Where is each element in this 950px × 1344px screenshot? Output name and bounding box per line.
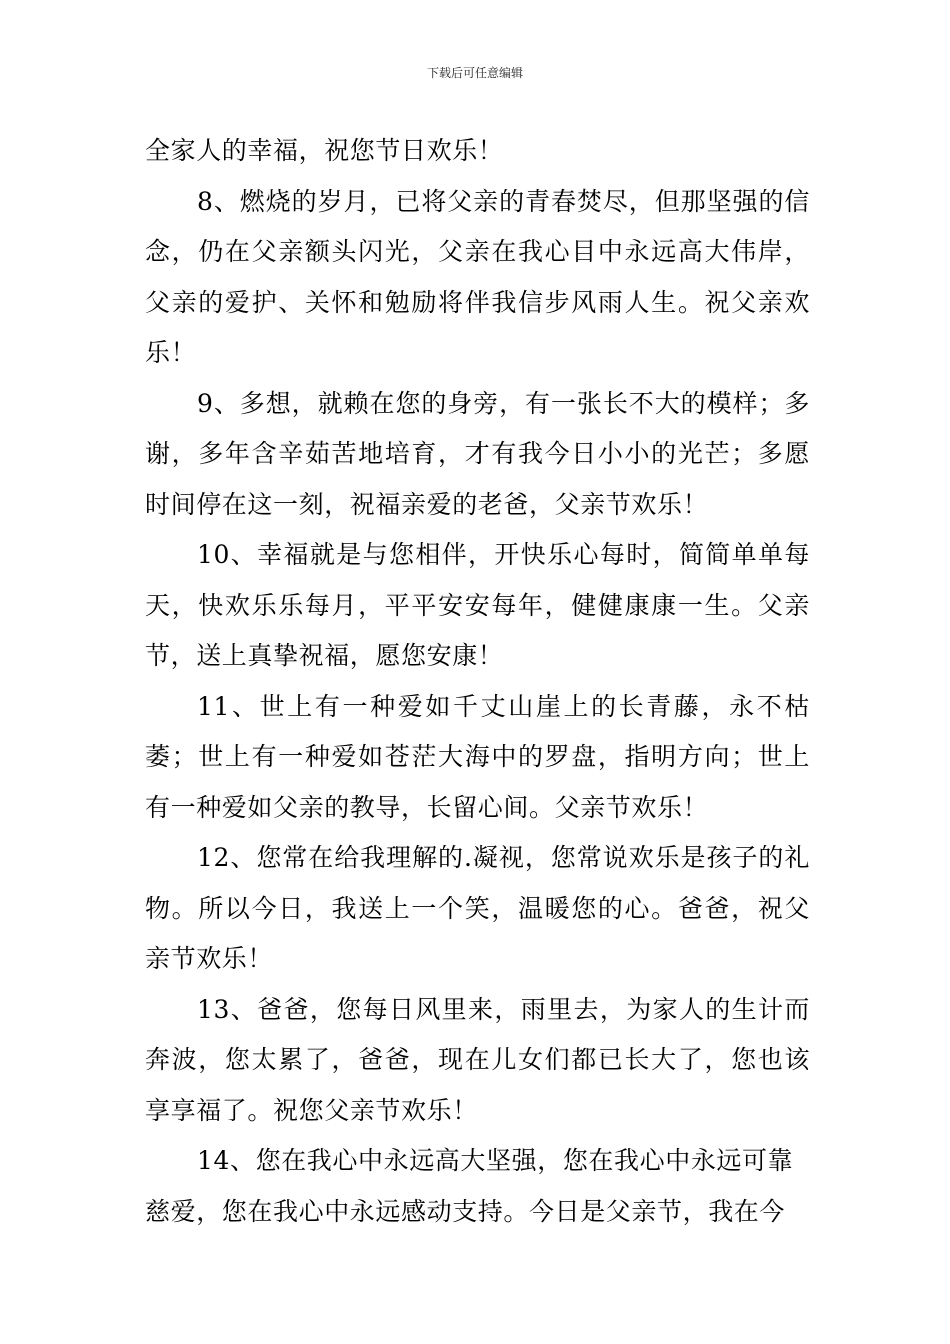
paragraph-item-12: 12、您常在给我理解的.凝视，您常说欢乐是孩子的礼物。所以今日，我送上一个笑，温暖您的心。爸爸，祝父亲节欢乐！ [145, 843, 810, 973]
paragraph-item-9: 9、多想，就赖在您的身旁，有一张长不大的模样；多谢，多年含辛茹苦地培育，才有我今日小小的光芒；多愿时间停在这一刻，祝福亲爱的老爸，父亲节欢乐！ [145, 388, 810, 519]
paragraph-item-11: 11、世上有一种爱如千丈山崖上的长青藤，永不枯萎；世上有一种爱如苍茫大海中的罗盘，指明方向；世上有一种爱如父亲的教导，长留心间。父亲节欢乐！ [145, 691, 810, 822]
page-header-note: 下载后可任意编辑 [426, 66, 523, 80]
document-body [145, 126, 810, 1237]
paragraph-item-10: 10、幸福就是与您相伴，开快乐心每时，简简单单每天，快欢乐乐每月，平平安安每年，健健康康一生。父亲节，送上真挚祝福，愿您安康！ [145, 540, 810, 670]
paragraph-item-13: 13、爸爸，您每日风里来，雨里去，为家人的生计而奔波，您太累了，爸爸，现在儿女们都已长大了，您也该享享福了。祝您父亲节欢乐！ [145, 994, 810, 1125]
paragraph-item-14: 14、您在我心中永远高大坚强，您在我心中永远可靠慈爱，您在我心中永远感动支持。今日是父亲节，我在今 [145, 1146, 794, 1226]
paragraph-item-8: 8、燃烧的岁月，已将父亲的青春焚尽，但那坚强的信念，仍在父亲额头闪光，父亲在我心目中永远高大伟岸，父亲的爱护、关怀和勉励将伴我信步风雨人生。祝父亲欢乐！ [145, 186, 810, 367]
paragraph-continuation: 全家人的幸福，祝您节日欢乐！ [145, 136, 504, 165]
